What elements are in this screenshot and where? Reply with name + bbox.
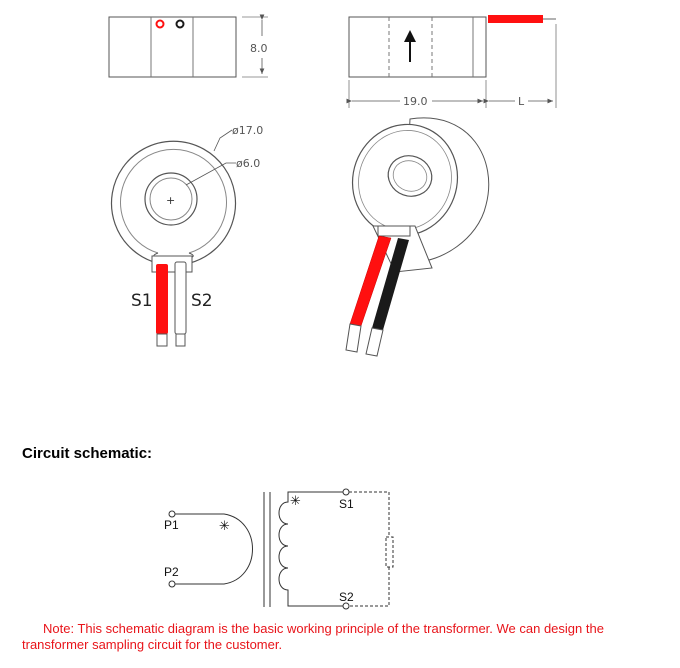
s1-red-wire (156, 264, 168, 334)
primary-dot-icon: ✳ (219, 519, 230, 534)
side-view (349, 15, 556, 108)
front-view (111, 124, 263, 346)
secondary-dot-icon: ✳ (290, 494, 301, 509)
s2-label: S2 (191, 291, 213, 311)
s1-label: S1 (131, 291, 153, 311)
height-dimension: 8.0 (250, 42, 268, 55)
red-terminal-icon (157, 21, 164, 28)
red-lead-wire (488, 15, 543, 23)
length-dimension: 19.0 (403, 95, 428, 108)
inner-diameter-label: ø6.0 (236, 157, 261, 170)
svg-text:+: + (166, 194, 176, 207)
p1-terminal-icon (169, 511, 175, 517)
p2-terminal-icon (169, 581, 175, 587)
outer-diameter-label: ø17.0 (232, 124, 264, 137)
lead-length-dimension: L (518, 95, 525, 108)
schematic-heading: Circuit schematic: (22, 445, 153, 462)
s2-white-wire (175, 262, 186, 334)
schematic-s1-label: S1 (339, 497, 354, 511)
p1-label: P1 (164, 518, 179, 532)
isometric-view (337, 110, 489, 356)
schematic-s2-label: S2 (339, 590, 354, 604)
black-terminal-icon (177, 21, 184, 28)
s1-terminal-icon (343, 489, 349, 495)
note-text: Note: This schematic diagram is the basic working principle of the transformer. We can design the transformer sampling circuit for the customer. (22, 621, 604, 652)
circuit-schematic (164, 489, 393, 609)
top-view (109, 17, 268, 77)
load-resistor-icon (386, 537, 393, 567)
p2-label: P2 (164, 565, 179, 579)
